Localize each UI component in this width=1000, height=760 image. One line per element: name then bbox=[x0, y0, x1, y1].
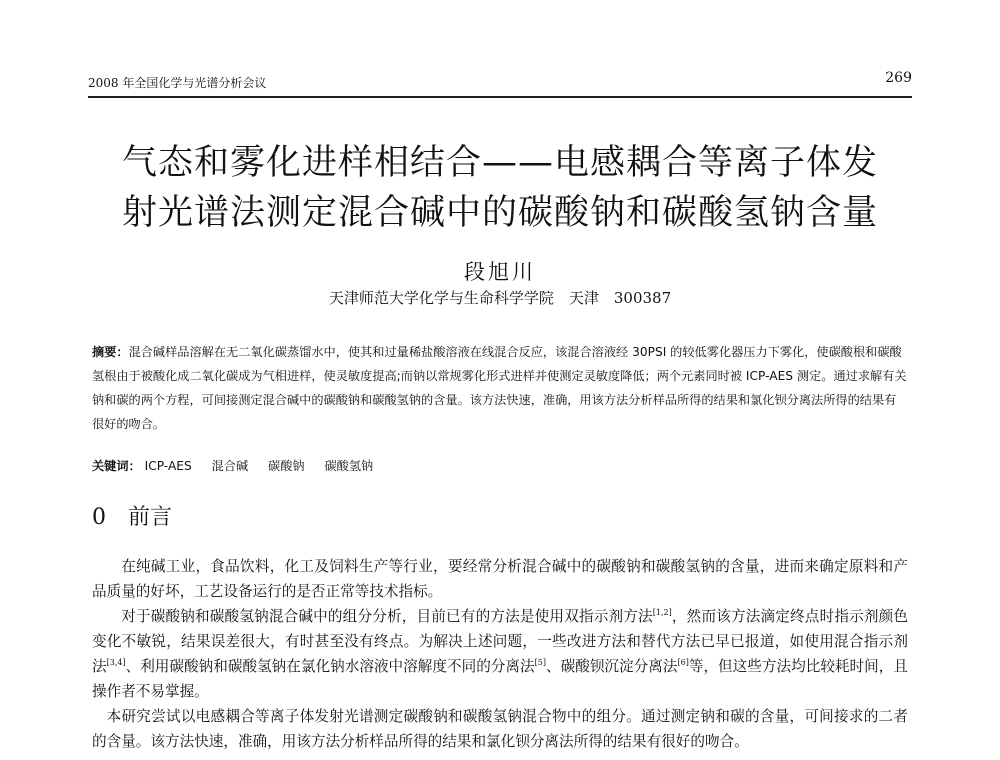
author: 段旭川 bbox=[464, 260, 536, 284]
paragraph: 本研究尝试以电感耦合等离子体发射光谱测定碳酸钠和碳酸氢钠混合物中的组分。通过测定钠和碳的含量，可间接求的二者的含量。该方法快速，准确，用该方法分析样品所得的结果和氯化钡分离法所得的结果有很好的吻合。 bbox=[92, 708, 908, 750]
paragraph-text: 对于碳酸钠和碳酸氢钠混合碱中的组分分析，目前已有的方法是使用双指示剂方法 bbox=[121, 608, 653, 625]
paragraph: 在纯碱工业，食品饮料，化工及饲料生产等行业，要经常分析混合碱中的碳酸钠和碳酸氢钠的含量，进而来确定原料和产品质量的好坏，工艺设备运行的是否正常等技术指标。 bbox=[92, 558, 908, 600]
paragraph-text: 、碳酸钡沉淀分离法 bbox=[545, 658, 678, 675]
title-line-2: 射光谱法测定混合碱中的碳酸钠和碳酸氢钠含量 bbox=[121, 193, 878, 233]
keywords bbox=[92, 457, 908, 474]
paragraph bbox=[92, 604, 908, 704]
title-line-1: 气态和雾化进样相结合——电感耦合等离子体发 bbox=[121, 143, 878, 183]
section-number: 0 bbox=[92, 505, 106, 530]
citation: [6] bbox=[677, 658, 689, 668]
keywords-label: 关键词： bbox=[92, 459, 141, 473]
paper-title bbox=[80, 138, 920, 238]
section-title: 前言 bbox=[128, 505, 173, 530]
page-number: 269 bbox=[885, 70, 912, 86]
header-rule bbox=[88, 96, 912, 98]
paragraph-text: 、利用碳酸钠和碳酸氢钠在氯化钠水溶液中溶解度不同的分离法 bbox=[125, 658, 535, 675]
abstract bbox=[92, 340, 908, 436]
citation: [5] bbox=[534, 658, 546, 668]
conference-name: 2008 年全国化学与光谱分析会议 bbox=[88, 76, 267, 90]
citation: [3,4] bbox=[106, 658, 126, 668]
abstract-label: 摘要： bbox=[92, 345, 129, 359]
keyword: 混合碱 bbox=[211, 459, 249, 473]
citation: [1,2] bbox=[652, 608, 672, 618]
abstract-text: 混合碱样品溶解在无二氧化碳蒸馏水中，使其和过量稀盐酸溶液在线混合反应，该混合溶液经 30PSI 的较低雾化器压力下雾化，使碳酸根和碳酸氢根由于被酸化成二氧化碳成为气相进样，使灵敏度提高;而钠以常规雾化形式进样并使测定灵敏度降低；两个元素同时被 ICP-AES 测定。通过求解有关钠和碳的两个方程，可间接测定混合碱中的碳酸钠和碳酸氢钠的含量。该方法快速，准确，用该方法分析样品所得的结果和氯化钡分离法所得的结果有很好的吻合。 bbox=[92, 345, 907, 431]
keyword: ICP-AES bbox=[144, 459, 192, 473]
running-header bbox=[88, 68, 912, 94]
section-heading bbox=[92, 500, 172, 531]
paragraph-text: 等，但这些方法均比较耗时间，且操作者不易掌握。 bbox=[92, 658, 908, 700]
keyword: 碳酸氢钠 bbox=[324, 459, 374, 473]
paragraph-text: ，然而该方法滴定终点时指示剂颜色变化不敏锐，结果误差很大，有时甚至没有终点。为解决上述问题，一些改进方法和替代方法已早已报道，如使用混合指示剂法 bbox=[92, 608, 908, 675]
affiliation: 天津师范大学化学与生命科学学院 天津 300387 bbox=[328, 289, 672, 307]
body-text bbox=[92, 554, 908, 754]
keyword: 碳酸钠 bbox=[268, 459, 305, 473]
